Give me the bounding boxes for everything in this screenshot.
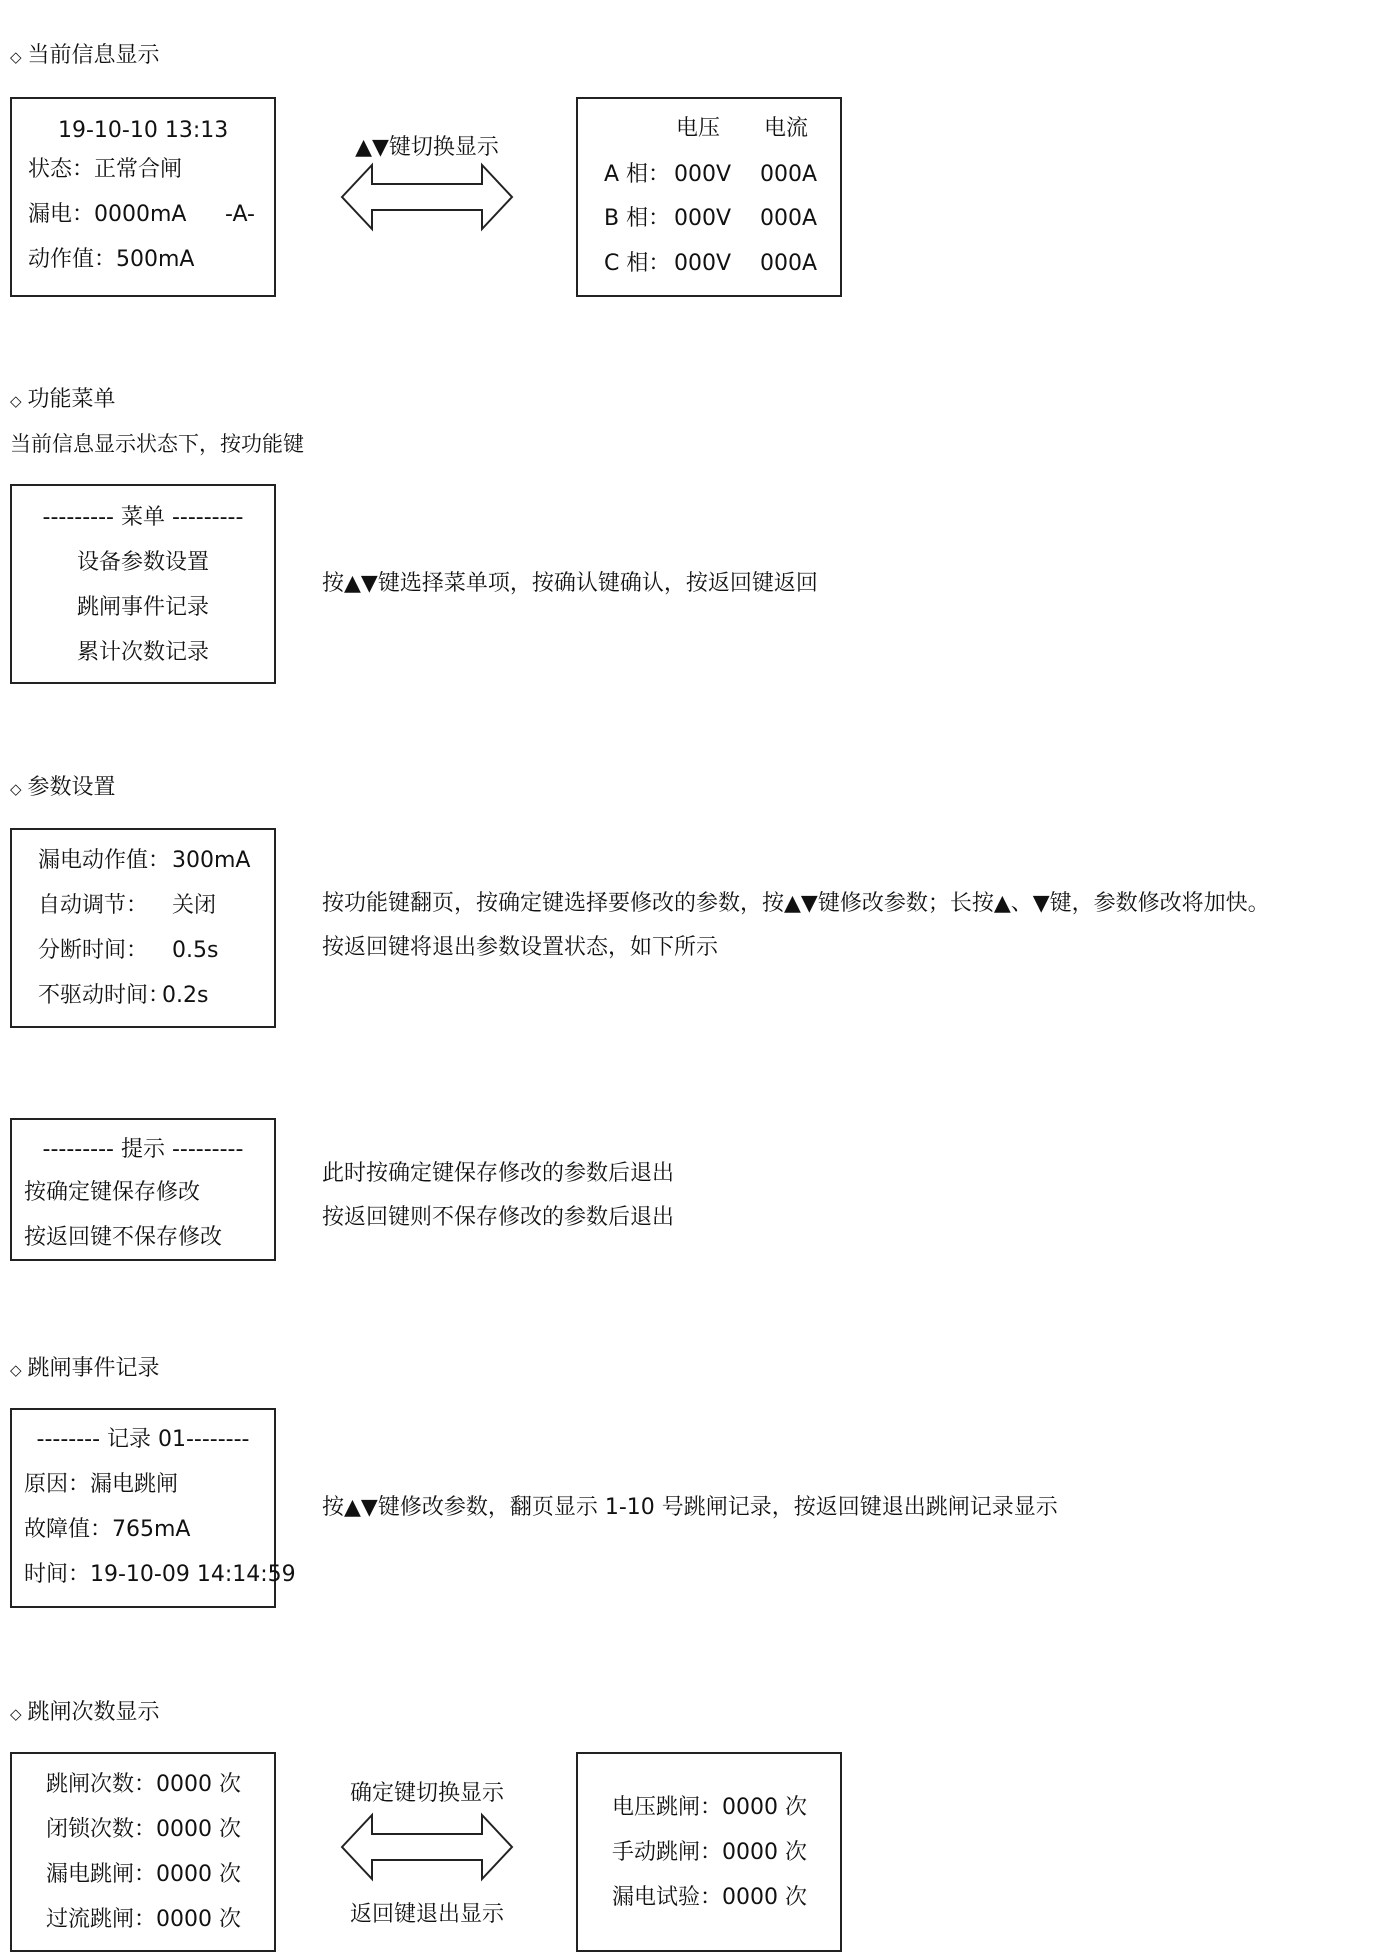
count-line: 跳闸次数：0000 次 xyxy=(46,1772,241,1797)
count-line: 手动跳闸：0000 次 xyxy=(612,1840,807,1865)
record-title: -------- 记录 01-------- xyxy=(36,1427,250,1452)
param-value: 关闭 xyxy=(172,893,217,918)
arrow-label-switch: ▲▼键切换显示 xyxy=(355,135,499,160)
double-arrow-icon xyxy=(340,1812,514,1882)
double-arrow-icon xyxy=(340,162,514,232)
section-heading-trip-counts: ◇ 跳闸次数显示 xyxy=(10,1700,160,1725)
diamond-bullet-icon: ◇ xyxy=(10,780,22,798)
datetime-text: 19-10-10 13:13 xyxy=(58,118,229,143)
diamond-bullet-icon: ◇ xyxy=(10,1705,22,1723)
diamond-bullet-icon: ◇ xyxy=(10,392,22,410)
prompt-line-save: 按确定键保存修改 xyxy=(24,1180,201,1205)
record-time: 时间：19-10-09 14:14:59 xyxy=(24,1562,296,1587)
diamond-bullet-icon: ◇ xyxy=(10,48,22,66)
params-note-1: 按功能键翻页，按确定键选择要修改的参数，按▲▼键修改参数；长按▲、▼键，参数修改将加快。 xyxy=(322,891,1270,916)
record-reason: 原因：漏电跳闸 xyxy=(24,1472,179,1497)
section-heading-params: ◇ 参数设置 xyxy=(10,775,116,800)
count-line: 电压跳闸：0000 次 xyxy=(612,1795,807,1820)
col-current-header: 电流 xyxy=(764,116,809,141)
phase-label: C 相： xyxy=(604,251,671,276)
menu-item: 跳闸事件记录 xyxy=(76,595,209,620)
section-heading-menu: ◇ 功能菜单 xyxy=(10,387,116,412)
phase-label: B 相： xyxy=(604,206,671,231)
prompt-note-1: 此时按确定键保存修改的参数后退出 xyxy=(322,1161,675,1186)
param-label: 不驱动时间： xyxy=(38,983,171,1008)
menu-item: 设备参数设置 xyxy=(76,550,209,575)
phase-voltage: 000V xyxy=(674,251,732,276)
param-value: 0.5s xyxy=(172,938,219,963)
phase-label: A 相： xyxy=(604,162,671,187)
menu-item: 累计次数记录 xyxy=(76,640,209,665)
section-heading-trip-events: ◇ 跳闸事件记录 xyxy=(10,1356,160,1381)
diamond-bullet-icon: ◇ xyxy=(10,1361,22,1379)
prompt-note-2: 按返回键则不保存修改的参数后退出 xyxy=(322,1205,675,1230)
param-label: 分断时间： xyxy=(38,938,149,963)
params-note-2: 按返回键将退出参数设置状态，如下所示 xyxy=(322,935,719,960)
current-info-screen xyxy=(10,97,276,297)
menu-screen xyxy=(10,484,276,684)
count-line: 漏电跳闸：0000 次 xyxy=(46,1862,241,1887)
param-value: 300mA xyxy=(172,848,251,873)
param-label: 自动调节： xyxy=(38,893,149,918)
count-line: 漏电试验：0000 次 xyxy=(612,1885,807,1910)
trip-counts-screen-left xyxy=(10,1752,276,1952)
phase-readings-screen xyxy=(576,97,842,297)
menu-note: 按▲▼键选择菜单项，按确认键确认，按返回键返回 xyxy=(322,571,818,596)
menu-title: --------- 菜单 --------- xyxy=(42,505,244,530)
prompt-line-discard: 按返回键不保存修改 xyxy=(24,1225,223,1250)
trip-events-note: 按▲▼键修改参数，翻页显示 1-10 号跳闸记录，按返回键退出跳闸记录显示 xyxy=(322,1495,1058,1520)
phase-voltage: 000V xyxy=(674,206,732,231)
action-value-text: 动作值：500mA xyxy=(28,247,195,272)
leakage-text: 漏电：0000mA xyxy=(28,202,187,227)
arrow-label-confirm: 确定键切换显示 xyxy=(349,1781,504,1806)
phase-current: 000A xyxy=(760,162,818,187)
menu-intro-text: 当前信息显示状态下，按功能键 xyxy=(10,432,304,456)
param-label: 漏电动作值： xyxy=(38,848,171,873)
params-screen xyxy=(10,828,276,1028)
param-value: 0.2s xyxy=(162,983,209,1008)
phase-marker-text: -A- xyxy=(225,202,255,227)
record-fault-value: 故障值：765mA xyxy=(24,1517,191,1542)
section-heading-current: ◇ 当前信息显示 xyxy=(10,43,160,68)
status-text: 状态：正常合闸 xyxy=(28,157,183,182)
prompt-title: --------- 提示 --------- xyxy=(42,1137,244,1162)
trip-record-screen xyxy=(10,1408,296,1608)
phase-current: 000A xyxy=(760,206,818,231)
trip-counts-screen-right xyxy=(576,1752,842,1952)
prompt-screen xyxy=(10,1118,276,1261)
col-voltage-header: 电压 xyxy=(676,116,721,141)
arrow-label-return: 返回键退出显示 xyxy=(349,1902,504,1927)
phase-current: 000A xyxy=(760,251,818,276)
count-line: 闭锁次数：0000 次 xyxy=(46,1817,241,1842)
phase-voltage: 000V xyxy=(674,162,732,187)
count-line: 过流跳闸：0000 次 xyxy=(46,1907,241,1932)
